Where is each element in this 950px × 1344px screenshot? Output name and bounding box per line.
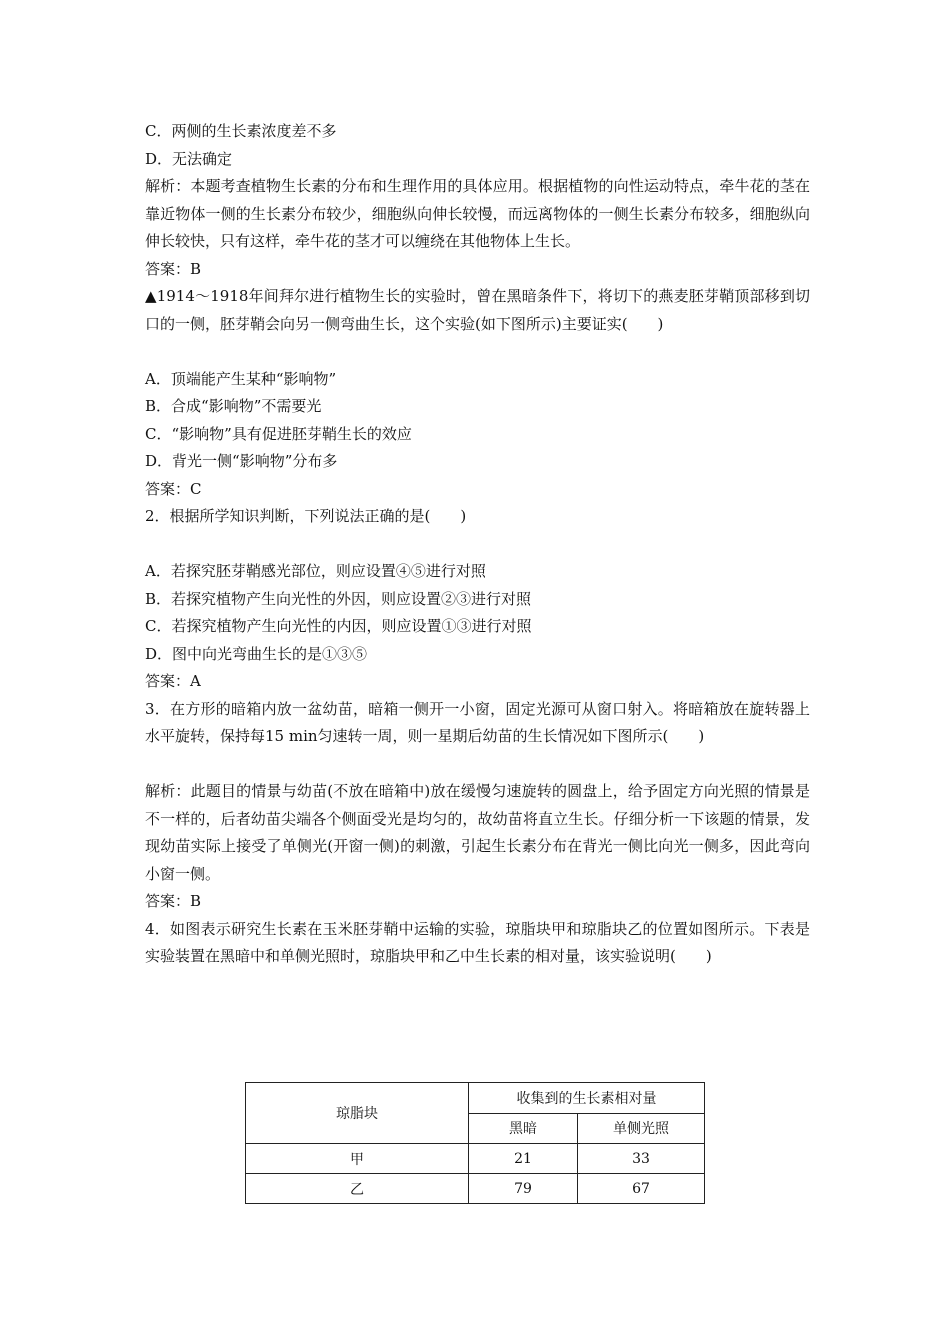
table-header-row bbox=[246, 1083, 705, 1114]
table-cell-light: 67 bbox=[578, 1174, 705, 1204]
analysis-paragraph: 解析：本题考查植物生长素的分布和生理作用的具体应用。根据植物的向性运动特点，牵牛花的茎在靠近物体一侧的生长素分布较少，细胞纵向伸长较慢，而远离物体的一侧生长素分布较多，细胞纵向伸长较快，只有这样，牵牛花的茎才可以缠绕在其他物体上生长。 bbox=[145, 177, 810, 250]
question-4: 4．如图表示研究生长素在玉米胚芽鞘中运输的实验，琼脂块甲和琼脂块乙的位置如图所示。下表是实验装置在黑暗中和单侧光照时，琼脂块甲和乙中生长素的相对量，该实验说明( ) bbox=[145, 919, 810, 965]
figure-placeholder bbox=[145, 751, 810, 779]
table-col-light: 单侧光照 bbox=[578, 1113, 705, 1144]
table-row bbox=[246, 1144, 705, 1174]
option-c: C．两侧的生长素浓度差不多 bbox=[145, 122, 337, 140]
table-cell-dark: 21 bbox=[469, 1144, 578, 1174]
answer-line: 答案：B bbox=[145, 259, 202, 278]
option-d: D．图中向光弯曲生长的是①③⑤ bbox=[145, 644, 368, 663]
answer-line: 答案：A bbox=[145, 672, 201, 690]
option-b: B．若探究植物产生向光性的外因，则应设置②③进行对照 bbox=[145, 589, 532, 608]
figure-placeholder bbox=[145, 338, 810, 366]
analysis-paragraph: 解析：此题目的情景与幼苗(不放在暗箱中)放在缓慢匀速旋转的圆盘上，给予固定方向光照的情景是不一样的，后者幼苗尖端各个侧面受光是均匀的，故幼苗将直立生长。仔细分析一下该题的情景，发现幼苗实际上接受了单侧光(开窗一侧)的刺激，引起生长素分布在背光一侧比向光一侧多，因此弯向小窗一侧。 bbox=[145, 782, 810, 883]
table-cell-dark: 79 bbox=[469, 1174, 578, 1204]
table-row bbox=[246, 1174, 705, 1204]
table-group-header: 收集到的生长素相对量 bbox=[469, 1083, 705, 1114]
question-2: 2．根据所学知识判断，下列说法正确的是( ) bbox=[145, 507, 467, 525]
auxin-table bbox=[245, 1082, 705, 1204]
option-c: C．“影响物”具有促进胚芽鞘生长的效应 bbox=[145, 424, 412, 443]
answer-line: 答案：C bbox=[145, 479, 202, 498]
option-c: C．若探究植物产生向光性的内因，则应设置①③进行对照 bbox=[145, 617, 532, 635]
option-a: A．顶端能产生某种“影响物” bbox=[145, 369, 337, 388]
table-row-header: 琼脂块 bbox=[246, 1083, 469, 1144]
table-col-dark: 黑暗 bbox=[469, 1113, 578, 1144]
answer-line: 答案：B bbox=[145, 892, 202, 910]
document-body bbox=[145, 118, 810, 971]
option-d: D．无法确定 bbox=[145, 149, 233, 168]
table-cell-name: 甲 bbox=[246, 1144, 469, 1174]
question-triangle: ▲1914～1918年间拜尔进行植物生长的实验时，曾在黑暗条件下，将切下的燕麦胚芽鞘顶部移到切口的一侧，胚芽鞘会向另一侧弯曲生长，这个实验(如下图所示)主要证实( ) bbox=[145, 287, 810, 333]
table-cell-name: 乙 bbox=[246, 1174, 469, 1204]
option-b: B．合成“影响物”不需要光 bbox=[145, 397, 322, 415]
table-cell-light: 33 bbox=[578, 1144, 705, 1174]
option-a: A．若探究胚芽鞘感光部位，则应设置④⑤进行对照 bbox=[145, 562, 486, 580]
question-3: 3．在方形的暗箱内放一盆幼苗，暗箱一侧开一小窗，固定光源可从窗口射入。将暗箱放在旋转器上水平旋转，保持每15 min匀速转一周，则一星期后幼苗的生长情况如下图所示( ) bbox=[145, 699, 810, 745]
figure-placeholder bbox=[145, 531, 810, 559]
option-d: D．背光一侧“影响物”分布多 bbox=[145, 452, 338, 470]
